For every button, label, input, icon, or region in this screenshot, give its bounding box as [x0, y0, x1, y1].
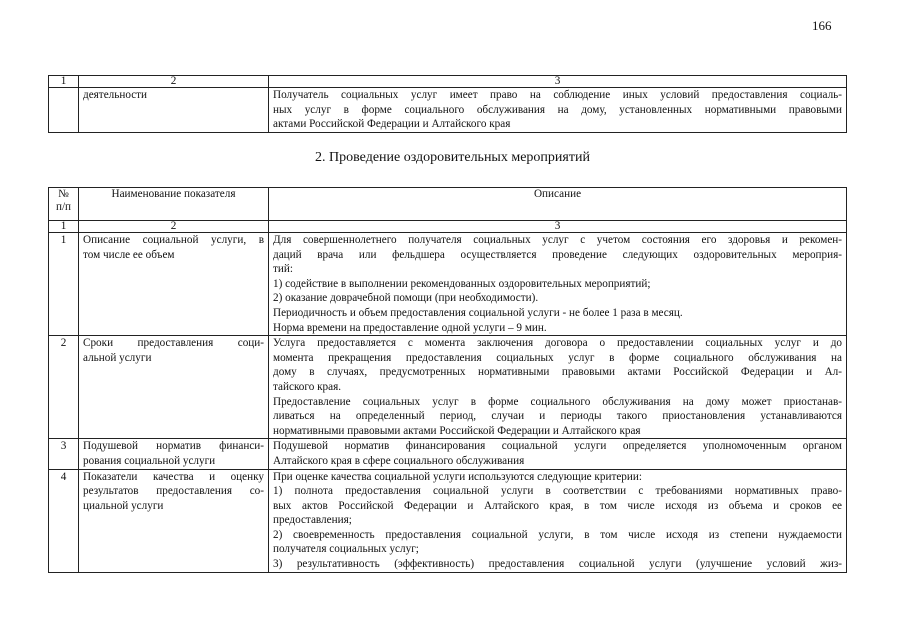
description-line: ливаться на определенный период, случаи и периоды такого приостановления устанавливаются [273, 410, 842, 423]
name-line: том числе ее объем [83, 248, 175, 261]
column-index-row [49, 221, 847, 233]
description-line: Норма времени на предоставление одной услуги – 9 мин. [273, 321, 547, 334]
table-row [49, 469, 847, 572]
indicator-description [269, 469, 847, 572]
service-table [48, 187, 847, 573]
description-line: 2) оказание доврачебной помощи (при необходимости). [273, 292, 539, 305]
description-line: Для совершеннолетнего получателя социальных услуг с учетом состояния его здоровья и рекомен- [273, 234, 842, 246]
indicator-name: деятельности [79, 88, 269, 133]
description-line: нормативными правовыми актами Российской Федерации и Алтайского края [273, 424, 641, 437]
description-line: момента прекращения предоставления социальных услуг в форме социального обслуживания на [273, 351, 842, 364]
description-line: Алтайского края в сфере социального обслуживания [273, 454, 525, 467]
indicator-description [269, 233, 847, 336]
indicator-description [269, 336, 847, 439]
name-line: Сроки предоставления соци- [83, 337, 264, 350]
row-number: 2 [49, 336, 79, 439]
description-line: дому в случаях, предусмотренных нормативными правовыми актами Российской Федерации и Ал- [273, 366, 842, 379]
description-line: 1) полнота предоставления социальной услуги в соответствии с требованиями нормативных право- [273, 485, 842, 498]
description-line: 3) результативность (эффективность) предоставления социальной услуги (улучшение условий жиз- [273, 558, 842, 571]
page-number: 166 [812, 18, 832, 33]
row-number: 4 [49, 469, 79, 572]
description-line: Услуга предоставляется с момента заключения договора о предоставлении социальных услуг и до [273, 337, 842, 350]
description-line: Периодичность и объем предоставления социальной услуги - не более 1 раза в месяц. [273, 306, 683, 319]
indicator-name [79, 336, 269, 439]
description-line: ных услуг в форме социального обслуживания на дому, установленных нормативными правовыми [273, 103, 842, 116]
header-row [49, 188, 847, 221]
name-line: рования социальной услуги [83, 454, 216, 467]
header-description: Описание [269, 188, 847, 221]
row-number: 1 [49, 233, 79, 336]
table-row [49, 233, 847, 336]
table-row [49, 439, 847, 469]
indicator-description [269, 88, 847, 133]
table-row [49, 336, 847, 439]
name-line: результатов предоставления со- [83, 485, 264, 498]
row-number: 3 [49, 439, 79, 469]
column-index-row [49, 76, 847, 88]
indicator-name [79, 439, 269, 469]
name-line: Описание социальной услуги, в [83, 234, 264, 246]
description-line: даций врача или фельдшера осуществляется проведение следующих оздоровительных мероприя- [273, 248, 842, 261]
description-line: получателя социальных услуг; [273, 543, 419, 556]
column-index: 1 [49, 221, 79, 233]
header-name: Наименование показателя [79, 188, 269, 221]
row-number [49, 88, 79, 133]
description-line: 2) своевременность предоставления социальной услуги, в том числе исходя из степени нуждаемости [273, 528, 842, 541]
column-index: 1 [49, 76, 79, 88]
description-line: тайского края. [273, 380, 342, 393]
indicator-name [79, 469, 269, 572]
section-title: 2. Проведение оздоровительных мероприятий [315, 150, 590, 165]
column-index: 3 [269, 76, 847, 88]
name-line: циальной услуги [83, 499, 164, 512]
description-line: актами Российской Федерации и Алтайского края [273, 118, 511, 131]
indicator-name [79, 233, 269, 336]
description-line: вых актов Российской Федерации и Алтайского края, в том числе исходя из объема и сроков ее [273, 499, 842, 512]
description-line: Подушевой норматив финансирования социальной услуги определяется уполномоченным органом [273, 440, 842, 453]
description-line: тий: [273, 263, 293, 276]
column-index: 2 [79, 76, 269, 88]
indicator-description [269, 439, 847, 469]
description-line: При оценке качества социальной услуги используются следующие критерии: [273, 470, 642, 483]
name-line: Подушевой норматив финанси- [83, 440, 264, 453]
name-line: Показатели качества и оценку [83, 470, 264, 483]
table-row [49, 88, 847, 133]
description-line: Получатель социальных услуг имеет право на соблюдение иных условий предоставления социаль- [273, 89, 842, 101]
description-line: Предоставление социальных услуг в форме социального обслуживания на дому может приостанав- [273, 395, 842, 408]
column-index: 3 [269, 221, 847, 233]
description-line: предоставления; [273, 514, 352, 527]
description-line: 1) содействие в выполнении рекомендованных оздоровительных мероприятий; [273, 277, 651, 290]
name-line: альной услуги [83, 351, 152, 364]
continuation-table [48, 75, 847, 133]
header-number: № п/п [49, 188, 79, 221]
column-index: 2 [79, 221, 269, 233]
